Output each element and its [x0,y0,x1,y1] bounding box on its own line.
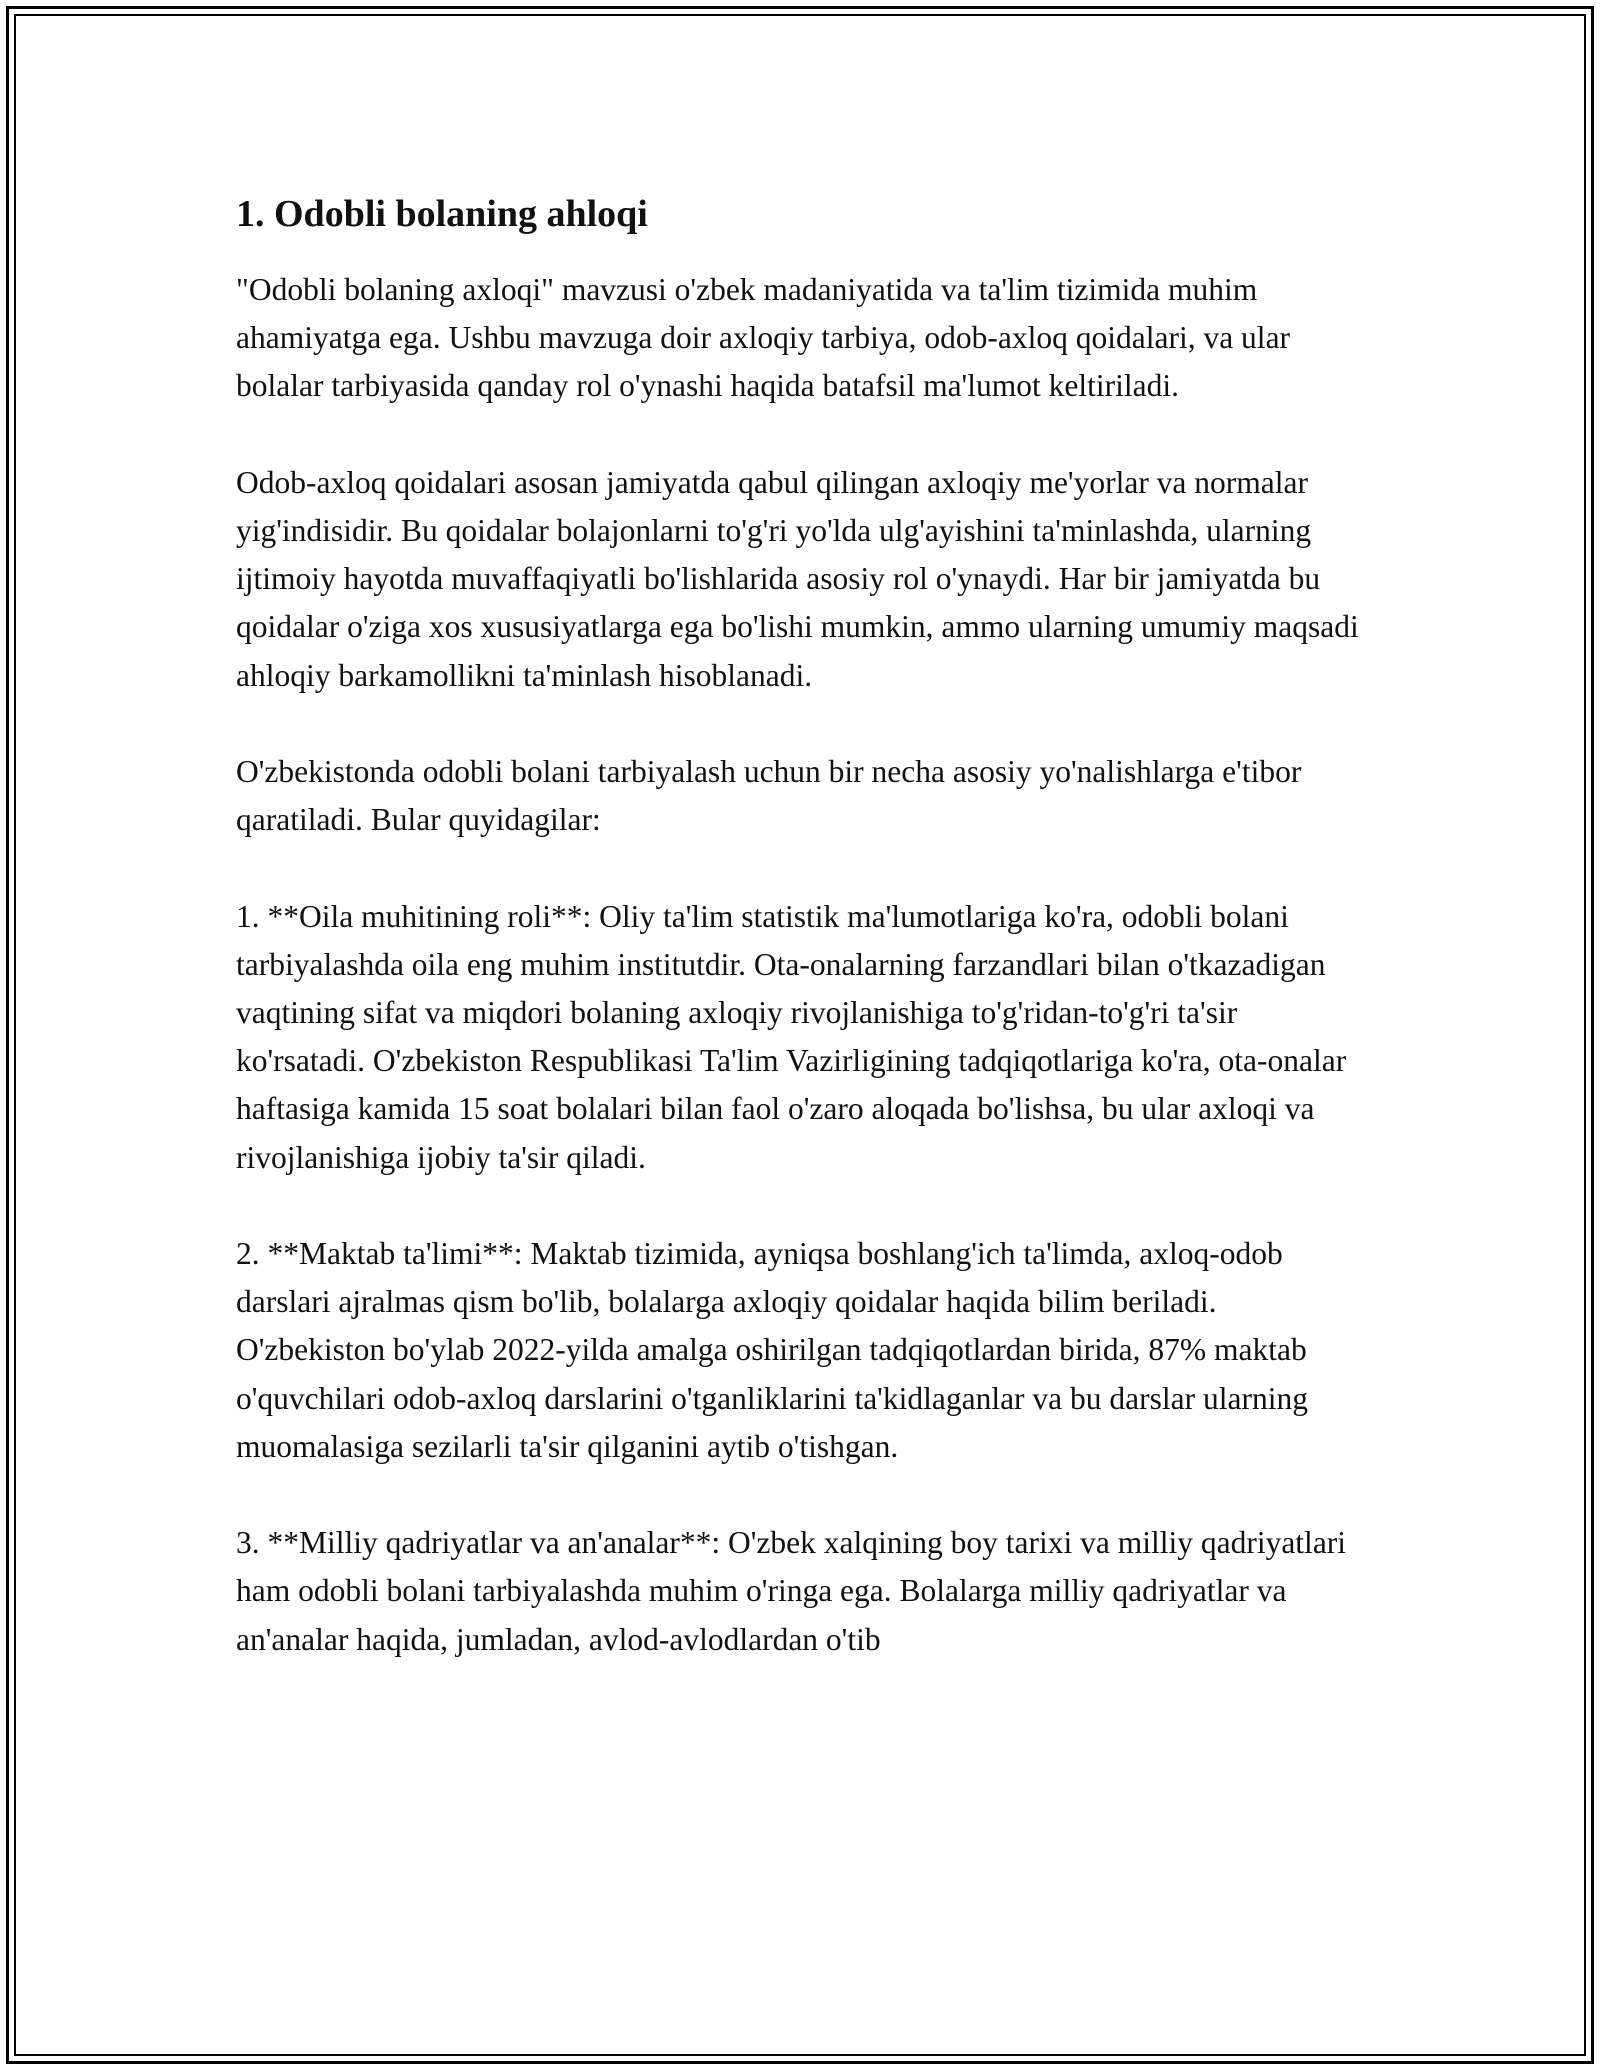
list-item-school: 2. **Maktab ta'limi**: Maktab tizimida, ayniqsa boshlang'ich ta'limda, axloq-odob darslari ajralmas qism bo'lib, bolalarga axloqiy qoidalar haqida bilim beriladi. O'zbekiston bo'ylab 2022-yilda amalga oshirilgan tadqiqotlardan birida, 87% maktab o'quvchilari odob-axloq darslarini o'tganliklarini ta'kidlaganlar va bu darslar ularning muomalasiga sezilarli ta'sir qilganini aytib o'tishgan. [236,1236,1308,1464]
document-body [236,188,1371,1712]
paragraph-directions: O'zbekistonda odobli bolani tarbiyalash uchun bir necha asosiy yo'nalishlarga e'tibor qaratiladi. Bular quyidagilar: [236,754,1302,838]
section-title: 1. Odobli bolaning ahloqi [236,193,648,235]
list-item-traditions: 3. **Milliy qadriyatlar va an'analar**: O'zbek xalqining boy tarixi va milliy qadriyatlari ham odobli bolani tarbiyalashda muhim o'ringa ega. Bolalarga milliy qadriyatlar va an'analar haqida, jumladan, avlod-avlodlardan o'tib [236,1525,1347,1657]
paragraph-rules: Odob-axloq qoidalari asosan jamiyatda qabul qilingan axloqiy me'yorlar va normalar yig'indisidir. Bu qoidalar bolajonlarni to'g'ri yo'lda ulg'ayishini ta'minlashda, ularning ijtimoiy hayotda muvaffaqiyatli bo'lishlarida asosiy rol o'ynaydi. Har bir jamiyatda bu qoidalar o'ziga xos xususiyatlarga ega bo'lishi mumkin, ammo ularning umumiy maqsadi ahloqiy barkamollikni ta'minlash hisoblanadi. [236,464,1359,693]
paragraph-intro: "Odobli bolaning axloqi" mavzusi o'zbek madaniyatida va ta'lim tizimida muhim ahamiyatga ega. Ushbu mavzuga doir axloqiy tarbiya, odob-axloq qoidalari, va ular bolalar tarbiyasida qanday rol o'ynashi haqida batafsil ma'lumot keltiriladi. [236,272,1291,404]
list-item-family: 1. **Oila muhitining roli**: Oliy ta'lim statistik ma'lumotlariga ko'ra, odobli bolani tarbiyalashda oila eng muhim institutdir. Ota-onalarning farzandlari bilan o'tkazadigan vaqtining sifat va miqdori bolaning axloqiy rivojlanishiga to'g'ridan-to'g'ri ta'sir ko'rsatadi. O'zbekiston Respublikasi Ta'lim Vazirligining tadqiqotlariga ko'ra, ota-onalar haftasiga kamida 15 soat bolalari bilan faol o'zaro aloqada bo'lishsa, bu ular axloqi va rivojlanishiga ijobiy ta'sir qiladi. [236,898,1347,1175]
